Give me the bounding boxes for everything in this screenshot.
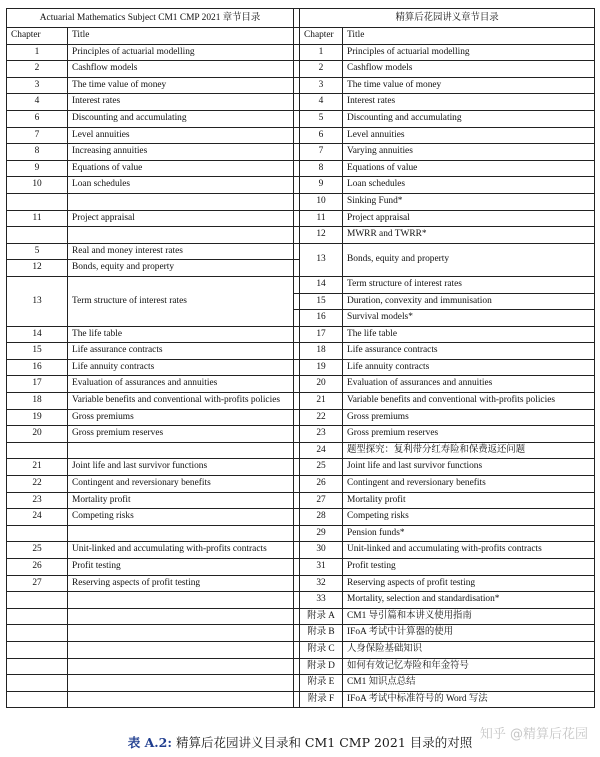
table-row	[7, 343, 595, 360]
right-chapter-cell: 16	[300, 310, 343, 327]
left-chapter-cell: 16	[7, 359, 68, 376]
left-chapter-cell: 7	[7, 127, 68, 144]
left-title-cell: Competing risks	[68, 509, 294, 526]
left-chapter-cell: 3	[7, 77, 68, 94]
column-gap	[294, 260, 300, 277]
right-chapter-cell: 8	[300, 160, 343, 177]
right-chapter-cell: 附录 D	[300, 658, 343, 675]
left-chapter-cell	[7, 675, 68, 692]
table-row	[7, 442, 595, 459]
table-row	[7, 243, 595, 260]
right-chapter-cell: 6	[300, 127, 343, 144]
table-row	[7, 691, 595, 708]
table-row	[7, 641, 595, 658]
right-chapter-cell: 5	[300, 110, 343, 127]
table-body	[7, 44, 595, 708]
right-chapter-cell: 1	[300, 44, 343, 61]
right-title-cell: The life table	[343, 326, 595, 343]
right-title-cell: Principles of actuarial modelling	[343, 44, 595, 61]
right-title-cell: Life annuity contracts	[343, 359, 595, 376]
right-chapter-cell: 4	[300, 94, 343, 111]
caption-label: 表 A.2:	[127, 735, 172, 750]
table-row	[7, 326, 595, 343]
right-chapter-cell: 28	[300, 509, 343, 526]
right-chapter-cell: 26	[300, 476, 343, 493]
table-row	[7, 426, 595, 443]
table-row	[7, 559, 595, 576]
left-title-cell: Cashflow models	[68, 61, 294, 78]
left-title-cell	[68, 608, 294, 625]
right-title-cell: 题型探究：复利带分红寿险和保费返还问题	[343, 442, 595, 459]
right-title-cell: Joint life and last survivor functions	[343, 459, 595, 476]
left-title-cell: Evaluation of assurances and annuities	[68, 376, 294, 393]
table-row	[7, 492, 595, 509]
right-chapter-cell: 19	[300, 359, 343, 376]
left-chapter-cell	[7, 592, 68, 609]
left-title-cell: Real and money interest rates	[68, 243, 294, 260]
table-row	[7, 393, 595, 410]
right-title-cell: Level annuities	[343, 127, 595, 144]
left-chapter-cell: 18	[7, 393, 68, 410]
right-title-cell: Cashflow models	[343, 61, 595, 78]
right-title-cell: Gross premiums	[343, 409, 595, 426]
right-title-cell: Discounting and accumulating	[343, 110, 595, 127]
right-title-cell: Variable benefits and conventional with-profits policies	[343, 393, 595, 410]
right-title-cell: Reserving aspects of profit testing	[343, 575, 595, 592]
right-chapter-cell: 7	[300, 144, 343, 161]
left-chapter-header: Chapter	[7, 28, 68, 45]
table-row	[7, 127, 595, 144]
right-chapter-cell: 23	[300, 426, 343, 443]
left-chapter-cell	[7, 608, 68, 625]
right-chapter-cell: 32	[300, 575, 343, 592]
table-row	[7, 575, 595, 592]
left-chapter-cell: 22	[7, 476, 68, 493]
table-row	[7, 276, 595, 293]
left-title-cell: Contingent and reversionary benefits	[68, 476, 294, 493]
right-title-cell: Contingent and reversionary benefits	[343, 476, 595, 493]
left-title-cell: Gross premiums	[68, 409, 294, 426]
table-group-header-row	[7, 9, 595, 28]
left-chapter-cell: 17	[7, 376, 68, 393]
right-chapter-cell: 13	[300, 243, 343, 276]
right-chapter-cell: 附录 C	[300, 641, 343, 658]
left-title-cell: Principles of actuarial modelling	[68, 44, 294, 61]
right-title-cell: Mortality, selection and standardisation*	[343, 592, 595, 609]
table-row	[7, 608, 595, 625]
table-row	[7, 525, 595, 542]
right-title-cell: The time value of money	[343, 77, 595, 94]
left-chapter-cell: 27	[7, 575, 68, 592]
left-title-cell	[68, 675, 294, 692]
left-title-cell: Profit testing	[68, 559, 294, 576]
right-title-cell: Duration, convexity and immunisation	[343, 293, 595, 310]
left-title-cell: Life assurance contracts	[68, 343, 294, 360]
left-chapter-cell: 9	[7, 160, 68, 177]
left-title-cell: Joint life and last survivor functions	[68, 459, 294, 476]
left-chapter-cell	[7, 625, 68, 642]
comparison-table-container	[6, 8, 594, 708]
table-row	[7, 61, 595, 78]
left-title-cell	[68, 442, 294, 459]
right-title-cell: Bonds, equity and property	[343, 243, 595, 276]
table-row	[7, 94, 595, 111]
right-chapter-cell: 27	[300, 492, 343, 509]
right-chapter-cell: 9	[300, 177, 343, 194]
right-chapter-cell: 17	[300, 326, 343, 343]
right-title-cell: Sinking Fund*	[343, 193, 595, 210]
right-title-cell: Profit testing	[343, 559, 595, 576]
watermark: 知乎 @精算后花园	[479, 727, 588, 742]
left-chapter-cell: 15	[7, 343, 68, 360]
left-title-cell	[68, 592, 294, 609]
left-chapter-cell: 11	[7, 210, 68, 227]
right-chapter-cell: 10	[300, 193, 343, 210]
left-chapter-cell: 24	[7, 509, 68, 526]
right-title-cell: IFoA 考试中计算器的使用	[343, 625, 595, 642]
table-column-header-row	[7, 28, 595, 45]
left-chapter-cell: 23	[7, 492, 68, 509]
right-title-cell: Unit-linked and accumulating with-profits contracts	[343, 542, 595, 559]
table-row	[7, 509, 595, 526]
right-chapter-cell: 12	[300, 227, 343, 244]
left-chapter-cell: 5	[7, 243, 68, 260]
table-row	[7, 110, 595, 127]
left-chapter-cell	[7, 227, 68, 244]
table-row	[7, 359, 595, 376]
left-title-cell: Life annuity contracts	[68, 359, 294, 376]
right-title-cell: Interest rates	[343, 94, 595, 111]
right-title-cell: CM1 导引篇和本讲义使用指南	[343, 608, 595, 625]
table-row	[7, 409, 595, 426]
left-chapter-cell: 4	[7, 94, 68, 111]
right-chapter-cell: 30	[300, 542, 343, 559]
right-title-cell: Mortality profit	[343, 492, 595, 509]
table-row	[7, 144, 595, 161]
right-title-cell: IFoA 考试中标准符号的 Word 写法	[343, 691, 595, 708]
left-chapter-cell: 26	[7, 559, 68, 576]
right-chapter-cell: 22	[300, 409, 343, 426]
right-title-cell: Equations of value	[343, 160, 595, 177]
left-chapter-cell: 13	[7, 276, 68, 326]
chapter-comparison-table	[6, 8, 595, 708]
left-chapter-cell: 21	[7, 459, 68, 476]
left-title-cell: Equations of value	[68, 160, 294, 177]
table-row	[7, 160, 595, 177]
left-chapter-cell	[7, 193, 68, 210]
caption-text: 精算后花园讲义目录和 CM1 CMP 2021 目录的对照	[175, 735, 473, 750]
left-chapter-cell: 6	[7, 110, 68, 127]
left-title-cell: Increasing annuities	[68, 144, 294, 161]
left-title-cell	[68, 227, 294, 244]
right-title-cell: Life assurance contracts	[343, 343, 595, 360]
left-title-cell: Project appraisal	[68, 210, 294, 227]
left-title-cell	[68, 625, 294, 642]
table-row	[7, 658, 595, 675]
right-title-cell: Evaluation of assurances and annuities	[343, 376, 595, 393]
table-row	[7, 625, 595, 642]
table-row	[7, 592, 595, 609]
right-title-cell: Competing risks	[343, 509, 595, 526]
table-row	[7, 77, 595, 94]
left-chapter-cell: 1	[7, 44, 68, 61]
left-chapter-cell: 19	[7, 409, 68, 426]
left-title-cell: Term structure of interest rates	[68, 276, 294, 326]
left-title-cell: Loan schedules	[68, 177, 294, 194]
left-chapter-cell: 14	[7, 326, 68, 343]
left-title-cell	[68, 658, 294, 675]
left-chapter-cell	[7, 442, 68, 459]
table-row	[7, 177, 595, 194]
right-title-cell: Survival models*	[343, 310, 595, 327]
right-title-cell: Term structure of interest rates	[343, 276, 595, 293]
right-title-cell: Project appraisal	[343, 210, 595, 227]
left-title-cell: Interest rates	[68, 94, 294, 111]
right-chapter-cell: 14	[300, 276, 343, 293]
left-title-cell: The life table	[68, 326, 294, 343]
table-row	[7, 459, 595, 476]
table-row	[7, 376, 595, 393]
right-chapter-cell: 3	[300, 77, 343, 94]
right-title-cell: CM1 知识点总结	[343, 675, 595, 692]
left-chapter-cell	[7, 691, 68, 708]
right-title-cell: MWRR and TWRR*	[343, 227, 595, 244]
right-chapter-cell: 18	[300, 343, 343, 360]
right-chapter-cell: 11	[300, 210, 343, 227]
right-title-header: Title	[343, 28, 595, 45]
right-table-title: 精算后花园讲义章节目录	[300, 9, 595, 28]
left-title-cell: Discounting and accumulating	[68, 110, 294, 127]
right-title-cell: Loan schedules	[343, 177, 595, 194]
right-chapter-cell: 21	[300, 393, 343, 410]
table-row	[7, 476, 595, 493]
right-chapter-cell: 附录 B	[300, 625, 343, 642]
left-title-cell: Unit-linked and accumulating with-profits contracts	[68, 542, 294, 559]
right-title-cell: 如何有效记忆寿险和年金符号	[343, 658, 595, 675]
table-row	[7, 227, 595, 244]
right-chapter-cell: 附录 E	[300, 675, 343, 692]
right-title-cell: 人身保险基础知识	[343, 641, 595, 658]
left-chapter-cell: 10	[7, 177, 68, 194]
left-title-cell	[68, 525, 294, 542]
right-chapter-cell: 2	[300, 61, 343, 78]
right-chapter-cell: 31	[300, 559, 343, 576]
left-title-cell	[68, 691, 294, 708]
table-row	[7, 542, 595, 559]
left-chapter-cell: 8	[7, 144, 68, 161]
left-title-header: Title	[68, 28, 294, 45]
right-chapter-cell: 附录 F	[300, 691, 343, 708]
left-table-title: Actuarial Mathematics Subject CM1 CMP 2021 章节目录	[7, 9, 294, 28]
left-title-cell: Reserving aspects of profit testing	[68, 575, 294, 592]
right-chapter-cell: 24	[300, 442, 343, 459]
table-row	[7, 44, 595, 61]
table-row	[7, 675, 595, 692]
right-chapter-cell: 33	[300, 592, 343, 609]
right-chapter-header: Chapter	[300, 28, 343, 45]
left-title-cell: Mortality profit	[68, 492, 294, 509]
table-row	[7, 193, 595, 210]
right-chapter-cell: 29	[300, 525, 343, 542]
right-title-cell: Gross premium reserves	[343, 426, 595, 443]
left-title-cell	[68, 641, 294, 658]
left-chapter-cell: 25	[7, 542, 68, 559]
left-title-cell: Level annuities	[68, 127, 294, 144]
right-chapter-cell: 15	[300, 293, 343, 310]
left-chapter-cell	[7, 641, 68, 658]
left-chapter-cell	[7, 658, 68, 675]
right-chapter-cell: 20	[300, 376, 343, 393]
left-title-cell: Gross premium reserves	[68, 426, 294, 443]
right-chapter-cell: 附录 A	[300, 608, 343, 625]
right-title-cell: Pension funds*	[343, 525, 595, 542]
right-chapter-cell: 25	[300, 459, 343, 476]
left-title-cell: Bonds, equity and property	[68, 260, 294, 277]
left-title-cell: Variable benefits and conventional with-profits policies	[68, 393, 294, 410]
right-title-cell: Varying annuities	[343, 144, 595, 161]
table-row	[7, 210, 595, 227]
left-chapter-cell: 12	[7, 260, 68, 277]
left-title-cell	[68, 193, 294, 210]
left-title-cell: The time value of money	[68, 77, 294, 94]
left-chapter-cell	[7, 525, 68, 542]
left-chapter-cell: 20	[7, 426, 68, 443]
left-chapter-cell: 2	[7, 61, 68, 78]
